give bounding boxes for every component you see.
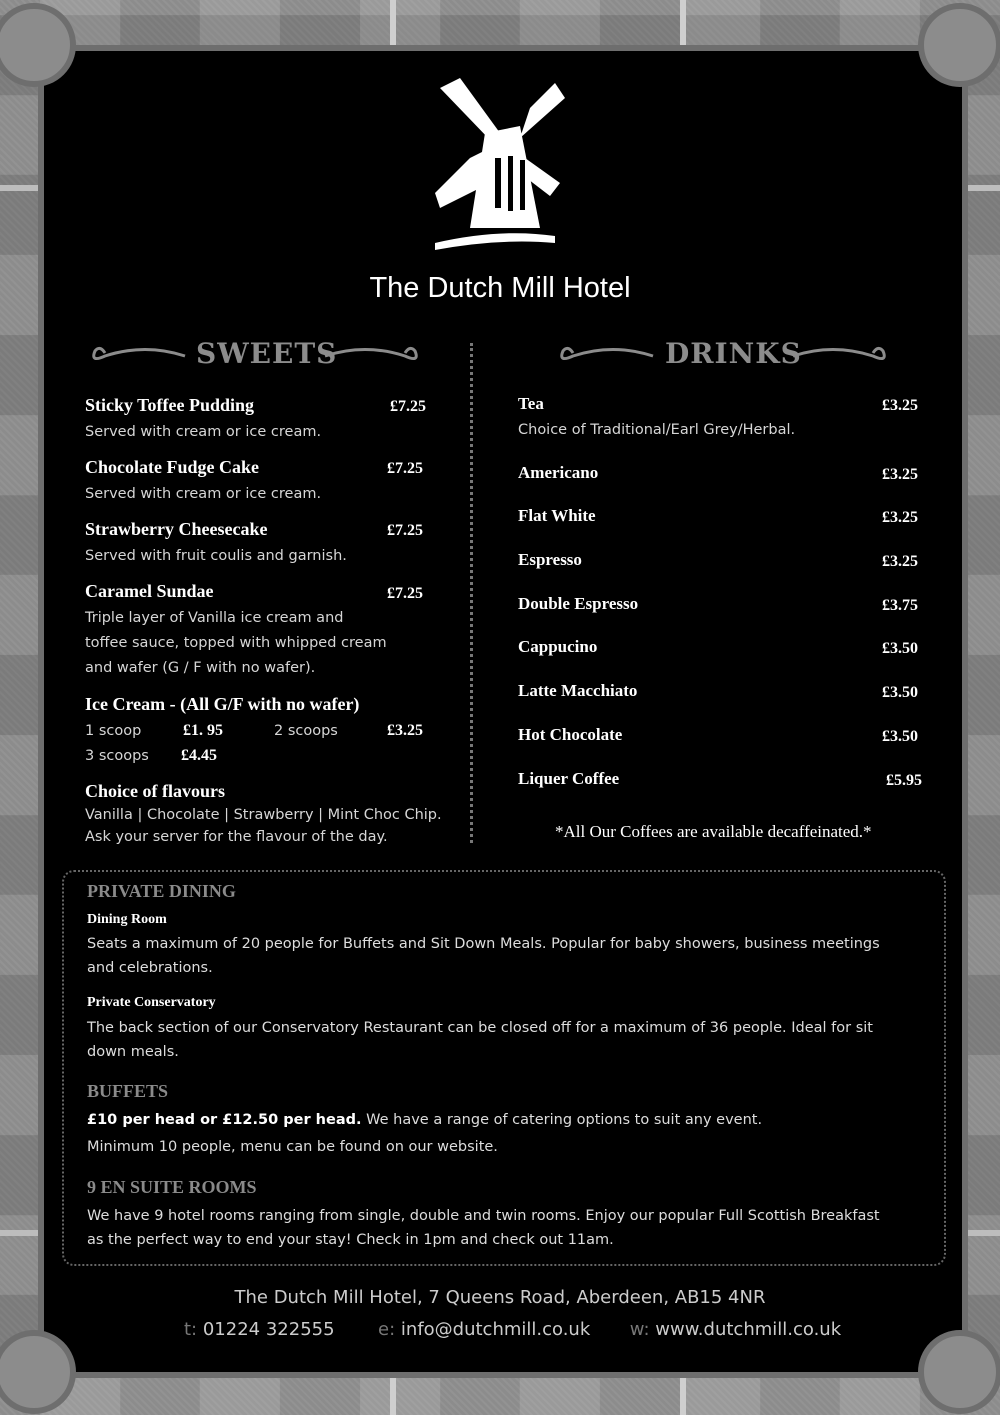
sweet-desc: toffee sauce, topped with whipped cream — [85, 635, 387, 651]
sweets-heading: SWEETS — [196, 337, 338, 370]
drink-price: £3.25 — [882, 466, 918, 483]
dining-room-title: Dining Room — [87, 912, 167, 927]
swirl-left-icon — [553, 343, 658, 369]
ice-cream-price: £3.25 — [387, 722, 423, 739]
sweet-price: £7.25 — [387, 522, 423, 539]
ice-cream-title: Ice Cream - (All G/F with no wafer) — [85, 694, 360, 714]
drink-price: £3.50 — [882, 640, 918, 657]
column-divider — [470, 343, 473, 843]
buffets-desc: We have a range of catering options to suit any event. — [361, 1112, 763, 1128]
drink-price: £3.25 — [882, 509, 918, 526]
sweet-desc: and wafer (G / F with no wafer). — [85, 660, 316, 676]
website-link[interactable]: www.dutchmill.co.uk — [655, 1319, 842, 1340]
swirl-right-icon — [320, 343, 425, 369]
drink-name: Latte Macchiato — [518, 681, 638, 700]
drink-name: Hot Chocolate — [518, 725, 623, 744]
rooms-text: We have 9 hotel rooms ranging from single, double and twin rooms. Enjoy our popular Full Scottish Breakfast — [87, 1208, 880, 1224]
drink-name: Americano — [518, 463, 599, 482]
drink-name: Cappucino — [518, 637, 598, 656]
sweet-price: £7.25 — [390, 398, 426, 415]
hotel-title: The Dutch Mill Hotel — [369, 272, 631, 304]
drink-name: Tea — [518, 394, 544, 413]
corner-notch — [918, 1330, 1000, 1414]
dining-room-text: Seats a maximum of 20 people for Buffets and Sit Down Meals. Popular for baby showers, business meetings — [87, 936, 880, 952]
drink-desc: Choice of Traditional/Earl Grey/Herbal. — [518, 422, 796, 438]
web-label: w: — [629, 1319, 650, 1340]
drink-price: £3.25 — [882, 553, 918, 570]
email-label: e: — [378, 1319, 396, 1340]
rooms-heading: 9 EN SUITE ROOMS — [87, 1177, 257, 1197]
sweet-desc: Served with cream or ice cream. — [85, 424, 322, 440]
buffets-text: Minimum 10 people, menu can be found on our website. — [87, 1139, 498, 1155]
buffets-price: £10 per head or £12.50 per head. — [87, 1112, 362, 1128]
flavours-note: Ask your server for the flavour of the day. — [85, 829, 388, 845]
ice-cream-option: 3 scoops — [85, 748, 149, 764]
sweet-price: £7.25 — [387, 460, 423, 477]
drink-price: £3.25 — [882, 397, 918, 414]
drink-name: Double Espresso — [518, 594, 639, 613]
windmill-logo-icon — [430, 78, 575, 258]
sweet-desc: Triple layer of Vanilla ice cream and — [85, 610, 344, 626]
rooms-text: as the perfect way to end your stay! Check in 1pm and check out 11am. — [87, 1232, 614, 1248]
decaf-note: *All Our Coffees are available decaffeinated.* — [555, 822, 872, 841]
flavours-title: Choice of flavours — [85, 781, 225, 801]
conservatory-text: The back section of our Conservatory Restaurant can be closed off for a maximum of 36 people. Ideal for sit — [87, 1020, 873, 1036]
corner-notch — [918, 3, 1000, 87]
sweet-name: Strawberry Cheesecake — [85, 519, 268, 539]
ice-cream-option: 1 scoop — [85, 723, 142, 739]
ice-cream-price: £4.45 — [181, 747, 217, 764]
phone[interactable]: 01224 322555 — [202, 1319, 335, 1340]
dining-room-text: and celebrations. — [87, 960, 213, 976]
private-dining-heading: PRIVATE DINING — [87, 881, 236, 901]
sweet-desc: Served with cream or ice cream. — [85, 486, 322, 502]
drink-price: £3.50 — [882, 728, 918, 745]
buffets-heading: BUFFETS — [87, 1081, 169, 1101]
conservatory-text: down meals. — [87, 1044, 179, 1060]
corner-notch — [0, 1330, 76, 1414]
swirl-left-icon — [85, 343, 190, 369]
drink-name: Espresso — [518, 550, 582, 569]
drink-price: £3.50 — [882, 684, 918, 701]
sweet-price: £7.25 — [387, 585, 423, 602]
drink-name: Flat White — [518, 506, 596, 525]
ice-cream-option: 2 scoops — [274, 723, 338, 739]
sweet-name: Sticky Toffee Pudding — [85, 395, 255, 415]
phone-label: t: — [184, 1319, 198, 1340]
drink-price: £3.75 — [882, 597, 918, 614]
swirl-right-icon — [788, 343, 893, 369]
sweet-name: Caramel Sundae — [85, 581, 214, 601]
sweet-name: Chocolate Fudge Cake — [85, 457, 259, 477]
ice-cream-price: £1. 95 — [183, 722, 223, 739]
conservatory-title: Private Conservatory — [87, 995, 216, 1010]
footer-address: The Dutch Mill Hotel, 7 Queens Road, Aberdeen, AB15 4NR — [234, 1287, 766, 1308]
email-link[interactable]: info@dutchmill.co.uk — [400, 1319, 591, 1340]
drink-price: £5.95 — [886, 772, 922, 789]
footer-contacts — [184, 1319, 841, 1340]
buffets-text — [87, 1108, 927, 1132]
sweet-desc: Served with fruit coulis and garnish. — [85, 548, 347, 564]
drinks-heading: DRINKS — [665, 337, 802, 370]
flavours-list: Vanilla | Chocolate | Strawberry | Mint Choc Chip. — [85, 807, 442, 823]
drink-name: Liquer Coffee — [518, 769, 620, 788]
